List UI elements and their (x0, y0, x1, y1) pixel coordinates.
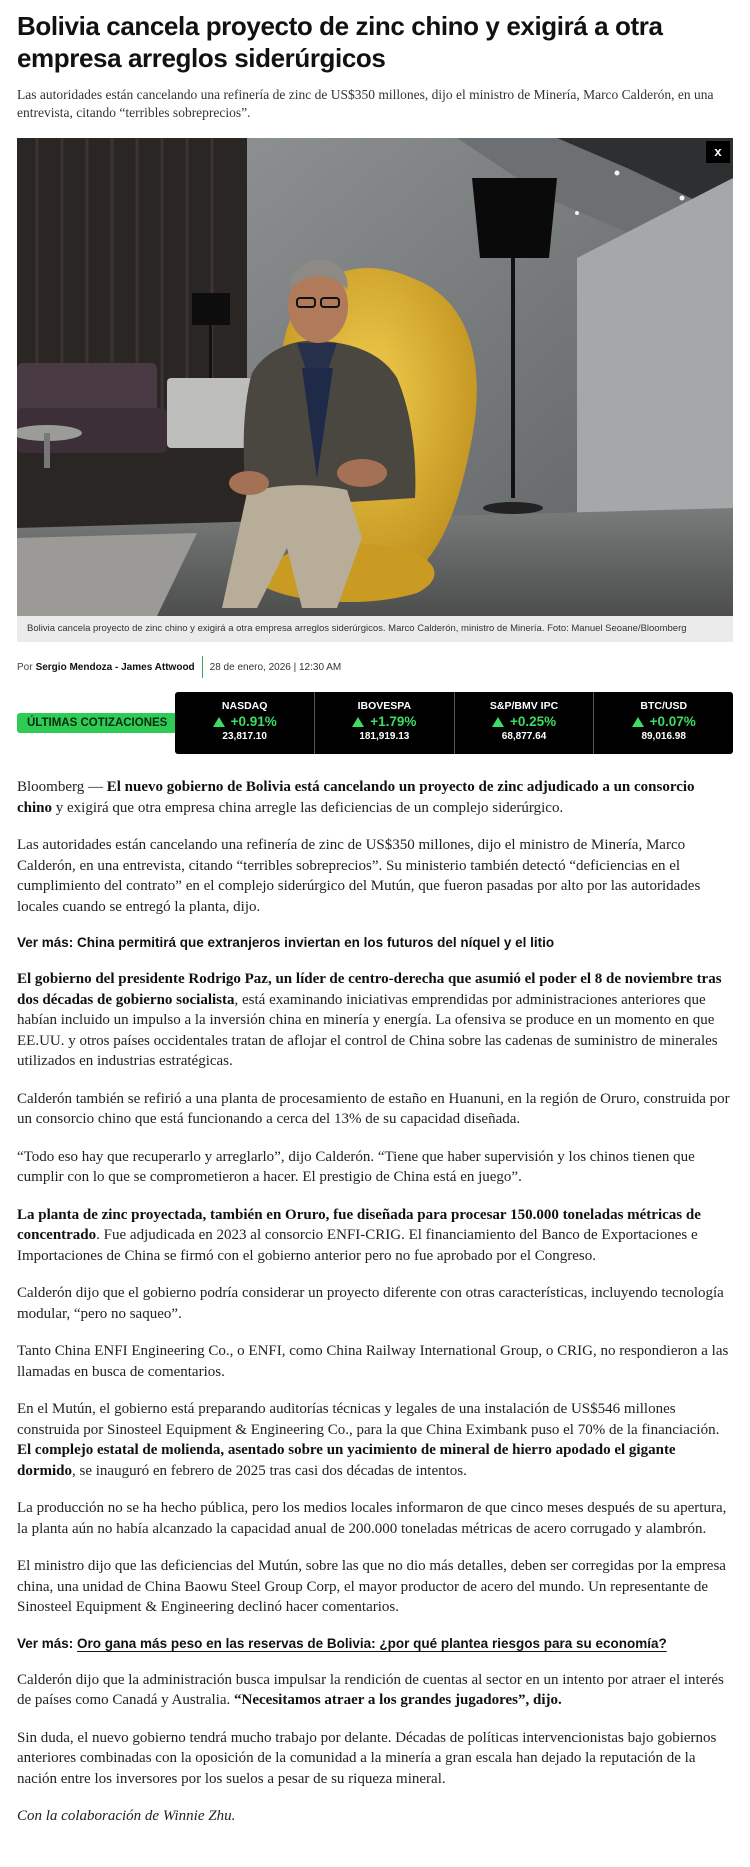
publish-date: 28 de enero, 2026 | 12:30 AM (209, 661, 342, 673)
authors-link[interactable]: Sergio Mendoza - James Attwood (35, 661, 195, 673)
byline-divider (202, 656, 203, 678)
paragraph: En el Mutún, el gobierno está preparando auditorías técnicas y legales de una instalación de US$546 millones construida por Sinosteel Equipment & Engineering Co., para la que China Eximbank puso el 70% de la financiación. El complejo estatal de molienda, asentado sobre un yacimiento de mineral de hierro apodado el gigante dormido, se inauguró en febrero de 2025 tras casi dos décadas de intentos. (17, 1401, 720, 1479)
paragraph: La planta de zinc proyectada, también en Oruro, fue diseñada para procesar 150.000 toneladas métricas de concentrado. Fue adjudicada en 2023 al consorcio ENFI-CRIG. El financiamiento del Banco de Exportaciones e Importaciones de China se firmó con el gobierno anterior pero no fue aprobado por el Congreso. (17, 1206, 701, 1264)
byline (17, 656, 733, 678)
ticker-label: ÚLTIMAS COTIZACIONES (17, 713, 177, 733)
ticker-item[interactable] (594, 692, 733, 754)
image-caption: Bolivia cancela proyecto de zinc chino y exigirá a otra empresa arreglos siderúrgicos. Marco Calderón, ministro de Minería. Foto: Manuel Seoane/Bloomberg (17, 616, 733, 642)
ticker-change: +0.91% (175, 714, 314, 729)
ticker-price: 89,016.98 (641, 731, 686, 742)
article-dek: Las autoridades están cancelando una refinería de zinc de US$350 millones, dijo el ministro de Minería, Marco Calderón, en una entrevista, citando “terribles sobreprecios”. (17, 87, 714, 120)
paragraph: “Todo eso hay que recuperarlo y arreglarlo”, dijo Calderón. “Tiene que haber supervisión y los chinos tienen que cumplir con lo que se comprometieron a hacer. El prestigio de China está en juego”. (17, 1148, 695, 1185)
hero-image (17, 138, 733, 616)
up-arrow-icon (632, 717, 644, 727)
up-arrow-icon (352, 717, 364, 727)
paragraph: El ministro dijo que las deficiencias del Mutún, sobre las que no dio más detalles, deben ser corregidas por la empresa china, una unidad de China Baowu Steel Group Corp, el mayor productor de acero del mundo. Un representante de Sinosteel Equipment & Engineering declinó hacer comentarios. (17, 1558, 726, 1615)
ticker-item[interactable] (175, 692, 315, 754)
close-icon[interactable]: x (706, 141, 730, 163)
paragraph: Calderón dijo que el gobierno podría considerar un proyecto diferente con otras características, incluyendo tecnología modular, “pero no saqueo”. (17, 1285, 724, 1322)
byline-prefix: Por (17, 661, 33, 673)
ticker-name: NASDAQ (221, 700, 268, 712)
paragraph: Calderón también se refirió a una planta de procesamiento de estaño en Huanuni, en la región de Oruro, construida por un consorcio chino que está funcionando a cerca del 13% de su capacidad diseñada. (17, 1090, 730, 1127)
ticker-price: 181,919.13 (359, 731, 410, 742)
ticker-price: 23,817.10 (222, 731, 267, 742)
ticker-name: BTC/USD (640, 700, 688, 712)
paragraph: Sin duda, el nuevo gobierno tendrá mucho trabajo por delante. Décadas de políticas intervencionistas bajo gobiernos anteriores combinadas con la oposición de la comunidad a la minería a gran escala han dejado la reputación de la nación entre los inversores por los suelos a pesar de su riqueza mineral. (17, 1729, 717, 1787)
ticker-name: IBOVESPA (357, 700, 412, 712)
article-body (17, 777, 733, 1827)
paragraph: Tanto China ENFI Engineering Co., o ENFI, como China Railway International Group, o CRIG, no respondieron a las llamadas en busca de comentarios. (17, 1343, 729, 1380)
ticker-change: +0.25% (455, 714, 594, 729)
hero-photo-illustration (17, 138, 733, 616)
paragraph: El gobierno del presidente Rodrigo Paz, un líder de centro-derecha que asumió el poder el 8 de noviembre tras dos décadas de gobierno socialista, está examinando iniciativas emprendidas por administraciones anteriores que habían incluido un impulso a la inversión china en minería y energía. La ofensiva se produce en un momento en que EE.UU. y otros países occidentales tratan de aflojar el control de China sobre las cadenas de suministro de minerales utilizados en industrias estratégicas. (17, 971, 722, 1069)
ticker-name: S&P/BMV IPC (489, 700, 559, 712)
up-arrow-icon (213, 717, 225, 727)
ticker-item[interactable] (455, 692, 595, 754)
ticker-box (175, 692, 733, 754)
ticker-item[interactable] (315, 692, 455, 754)
market-ticker (17, 692, 733, 754)
ticker-price: 68,877.64 (501, 731, 547, 742)
related-link[interactable]: Ver más: China permitirá que extranjeros inviertan en los futuros del níquel y el litio (17, 935, 555, 950)
related-link[interactable]: Oro gana más peso en las reservas de Bolivia: ¿por qué plantea riesgos para su economía? (77, 1635, 667, 1651)
paragraph: La producción no se ha hecho pública, pero los medios locales informaron de que cinco meses después de su apertura, la planta aún no había alcanzado la capacidad anual de 200.000 toneladas métricas de acero corrugado y alambrón. (17, 1500, 727, 1537)
paragraph: Calderón dijo que la administración busca impulsar la rendición de cuentas al sector en un intento por atraer el interés de países como Canadá y Australia. “Necesitamos atraer a los grandes jugadores”, dijo. (17, 1671, 724, 1708)
paragraph: Bloomberg — El nuevo gobierno de Bolivia está cancelando un proyecto de zinc adjudicado a un consorcio chino y exigirá que otra empresa china arregle las deficiencias de un complejo siderúrgico. (17, 779, 695, 816)
related-link-row: Ver más: Oro gana más peso en las reservas de Bolivia: ¿por qué plantea riesgos para su economía? (17, 1635, 667, 1651)
headline: Bolivia cancela proyecto de zinc chino y exigirá a otra empresa arreglos siderúrgicos (17, 11, 663, 73)
ticker-change: +0.07% (594, 714, 733, 729)
paragraph: Las autoridades están cancelando una refinería de zinc de US$350 millones, dijo el ministro de Minería, Marco Calderón, en una entrevista, citando “terribles sobreprecios”. Su ministerio también detectó “deficiencias en el cumplimiento del contrato” en el complejo siderúrgico del Mutún, que fueron pasadas por alto por las autoridades locales cuando se entregó la planta, dijo. (17, 837, 701, 915)
up-arrow-icon (492, 717, 504, 727)
ticker-change: +1.79% (315, 714, 454, 729)
contributor-credit: Con la colaboración de Winnie Zhu. (17, 1808, 236, 1824)
